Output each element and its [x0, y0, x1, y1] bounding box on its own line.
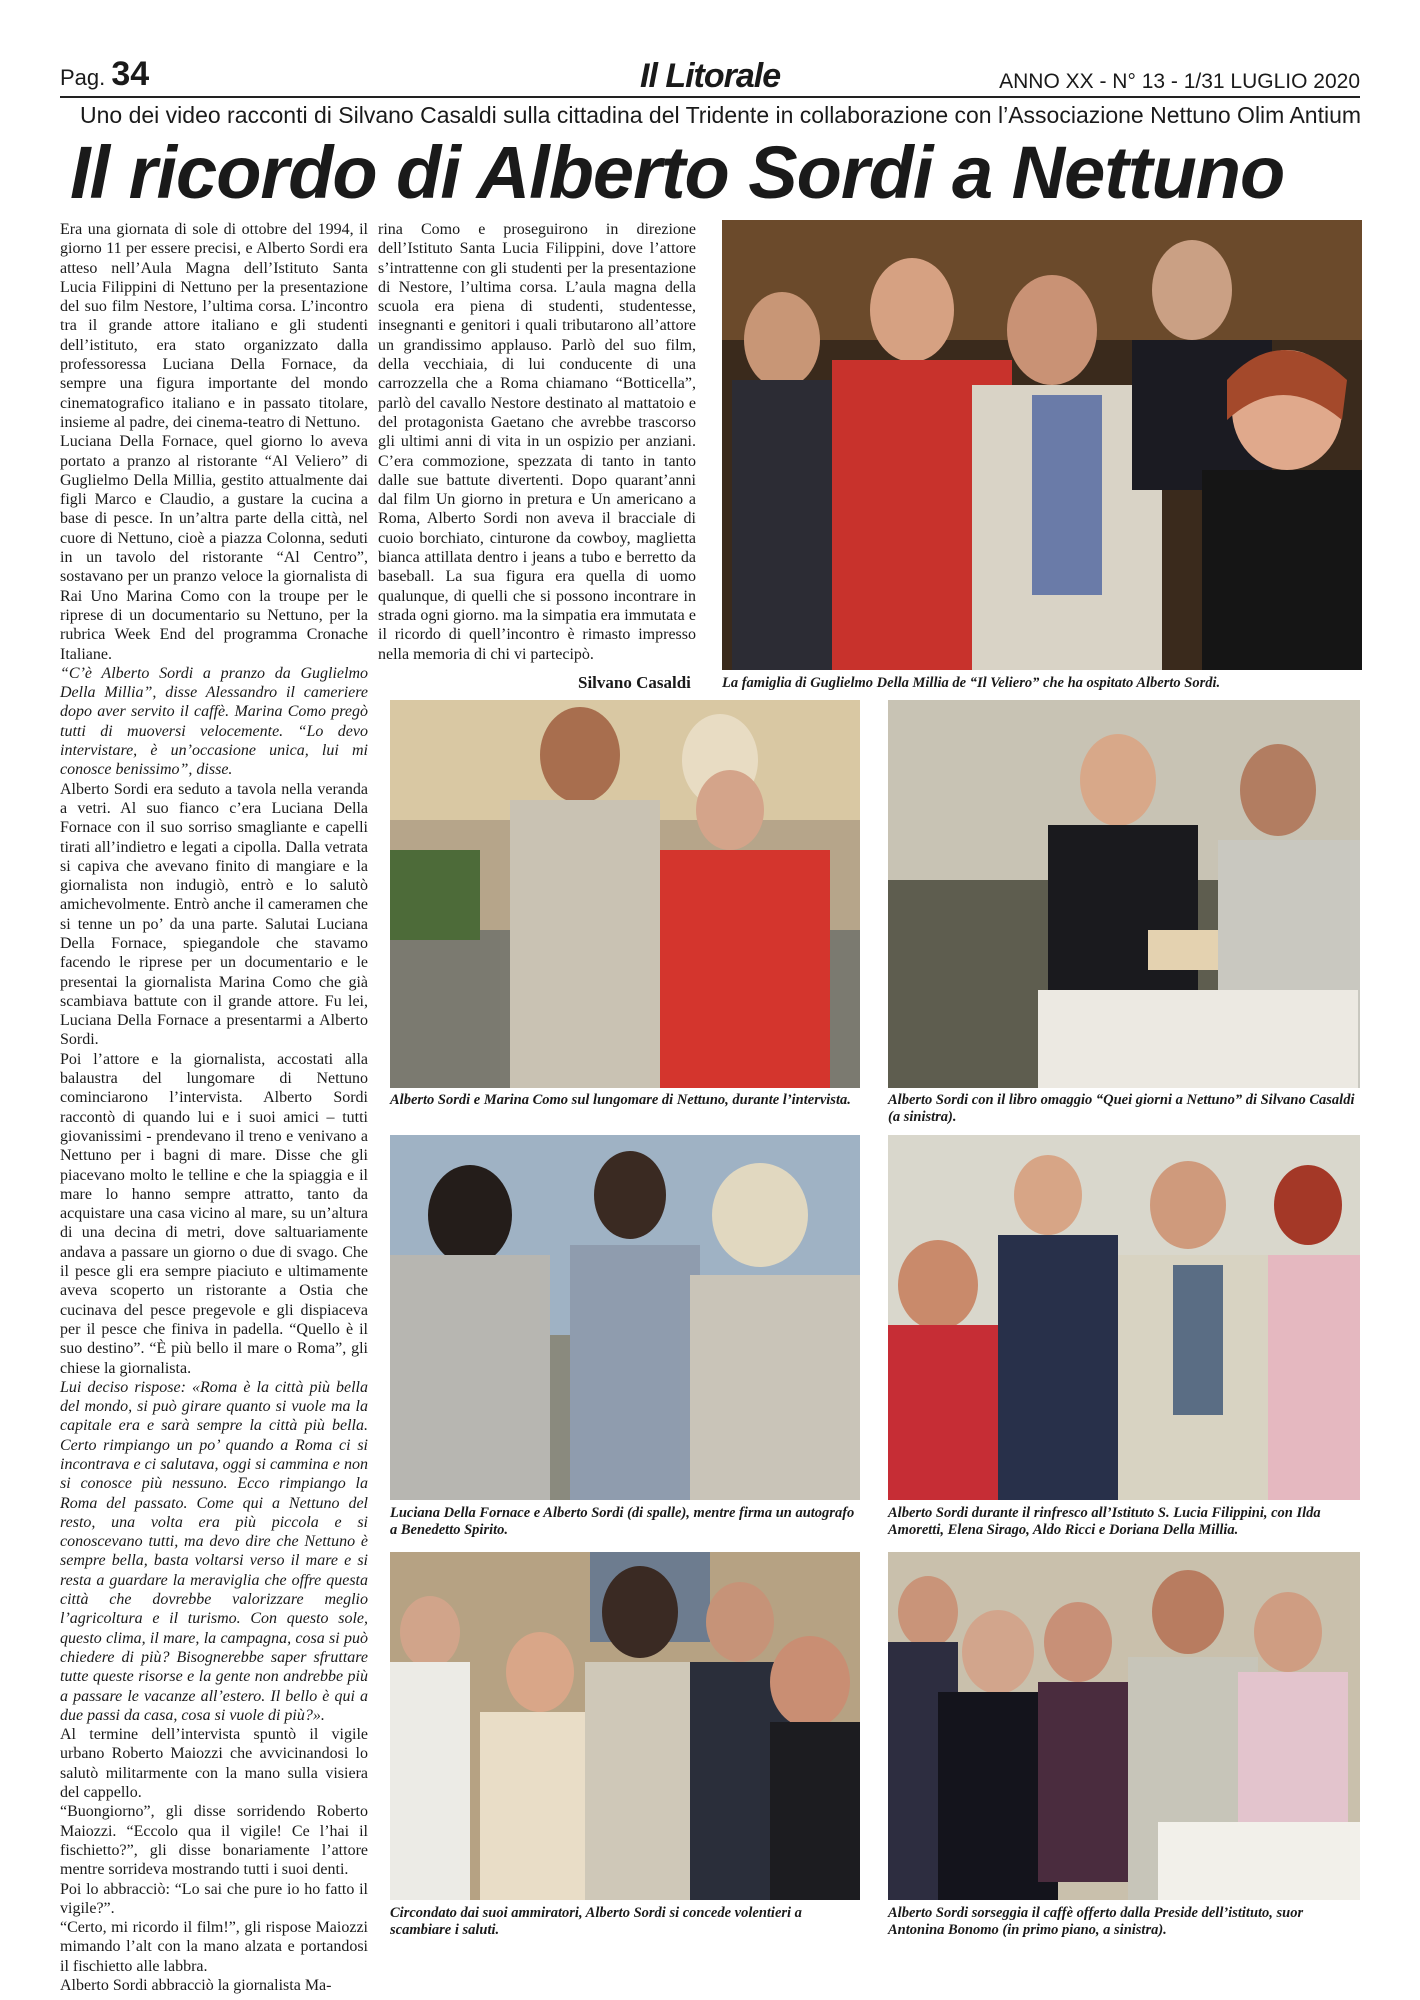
photo-family: [722, 220, 1362, 670]
photo-saluti: [390, 1552, 860, 1900]
page-number-value: 34: [111, 55, 150, 93]
kicker: Uno dei video racconti di Silvano Casaldi sulla cittadina del Tridente in collaborazione con l’Associazione Nettuno Olim Antium: [80, 102, 1362, 128]
author-signature: Silvano Casaldi: [578, 673, 691, 692]
issue-info: ANNO XX - N° 13 - 1/31 LUGLIO 2020: [999, 70, 1360, 93]
paragraph: rina Como e proseguirono in direzione dell’Istituto Santa Lucia Filippini, dove l’attore s’intrattenne con gli studenti per la presentazione di Nestore, l’ultima corsa. L’aula magna della scuola era piena di studenti, studentesse, insegnanti e genitori i quali tributarono all’attore un grandissimo applauso. Parlò del suo film, della vecchiaia, di lui conducente di una carrozzella che a Roma chiamano “Botticella”, parlò del cavallo Nestore destinato al mattatoio e del protagonista Gaetano che avrebbe trascorso gli ultimi anni di vita in un ospizio per anziani. C’era commozione, spezzata di tanto in tanto dalle sue battute divertenti. Dopo quarant’anni dal film Un giorno in pretura e Un americano a Roma, Alberto Sordi non aveva il bracciale di cuoio borchiato, cinturone da cowboy, maglietta bianca attillata dentro i jeans a tubo e berretto da baseball. La sua figura era quella di uomo qualunque, di quelli che si possono incontrare in strada ogni giorno. ma la simpatia era immutata e il ricordo di quell’incontro è rimasto impresso nella memoria di chi vi partecipò.: [378, 221, 696, 663]
photo-lungomare: [390, 700, 860, 1088]
paragraph: Luciana Della Fornace, quel giorno lo aveva portato a pranzo al ristorante “Al Veliero” di Guglielmo Della Millia, gestito attualmente dai figli Marco e Claudio, a gustare la cucina a base di pesce. In un’altra parte della città, nel cuore di Nettuno, cioè a piazza Colonna, seduti in un tavolo del ristorante “Al Centro”, sostavano per un pranzo veloce la giornalista di Rai Uno Marina Como con la troupe per le riprese di un documentario su Nettuno, per la rubrica Week End del programma Cronache Italiane.: [60, 433, 368, 663]
paragraph: Poi l’attore e la giornalista, accostati alla balaustra del lungomare di Nettuno cominciarono l’intervista. Alberto Sordi raccontò di quando lui e i suoi amici – tutti giovanissimi - prendevano il treno e venivano a Nettuno per i bagni di mare. Disse che gli piacevano molto le telline e che la spiaggia e il mare lo hanno sempre attratto, tanto da acquistare una casa vicino al mare, su un’altura di una decina di metri, dove saltuariamente andava a passare un giorno o due di svago. Che il pesce gli era sempre piaciuto e ultimamente aveva scoperto un ristorante a Ostia che cucinava del pesce pregevole e gli dispiaceva per il pesce che finiva in padella. “Quello è il suo destino”. “È più bello il mare o Roma”, gli chiese la giornalista.: [60, 1050, 368, 1377]
paragraph: “C’è Alberto Sordi a pranzo da Guglielmo Della Millia”, disse Alessandro il cameriere dopo aver servito il caffè. Marina Como pregò tutti di muoversi velocemente. “Lo devo intervistare, è un’occasione unica, lui mi conosce benissimo”, disse.: [60, 664, 368, 779]
caption-saluti: Circondato dai suoi ammiratori, Alberto Sordi si concede volentieri a scambiare i saluti.: [390, 1905, 802, 1938]
paragraph: Alberto Sordi abbracciò la giornalista Ma-: [60, 1977, 332, 1995]
photo-caffe: [888, 1552, 1360, 1900]
caption-caffe: Alberto Sordi sorseggia il caffè offerto dalla Preside dell’istituto, suor Antonina Bonomo (in primo piano, a sinistra).: [888, 1905, 1304, 1938]
page-number: [60, 55, 149, 94]
caption-rinfresco: Alberto Sordi durante il rinfresco all’Istituto S. Lucia Filippini, con Ilda Amoretti, Elena Sirago, Aldo Ricci e Doriana Della Millia.: [888, 1505, 1321, 1538]
headline: Il ricordo di Alberto Sordi a Nettuno: [70, 131, 1285, 214]
article-column-2: [378, 220, 696, 690]
caption-family: La famiglia di Guglielmo Della Millia de “Il Veliero” che ha ospitato Alberto Sordi.: [722, 675, 1221, 691]
paragraph: Al termine dell’intervista spuntò il vigile urbano Roberto Maiozzi che avvicinandosi lo salutò militarmente con la mano sulla visiera del cappello.: [60, 1726, 368, 1802]
caption-autografo: Luciana Della Fornace e Alberto Sordi (di spalle), mentre firma un autografo a Benedetto Spirito.: [390, 1505, 855, 1538]
paragraph: Poi lo abbracciò: “Lo sai che pure io ho fatto il vigile?”.: [60, 1880, 368, 1917]
page-label: Pag.: [60, 65, 106, 90]
paragraph: “Certo, mi ricordo il film!”, gli rispose Maiozzi mimando l’alt con la mano alzata e portandosi il fischietto alle labbra.: [60, 1919, 368, 1975]
article-column-1: [60, 220, 368, 1995]
photo-rinfresco: [888, 1135, 1360, 1500]
masthead: Il Litorale: [640, 57, 781, 95]
paragraph: Alberto Sordi era seduto a tavola nella veranda a vetri. Al suo fianco c’era Luciana Della Fornace con il suo sorriso smagliante e capelli tirati all’indietro e legati a cipolla. Dalla vetrata si capiva che avevano finito di mangiare e la giornalista non indugiò, entrò e lo salutò amichevolmente. Entrò anche il cameramen che si tenne un po’ da una parte. Salutai Luciana Della Fornace, spiegandole che stavamo facendo le riprese per un documentario e le presentai la giornalista Marina Como che già scambiava battute con il grande attore. Fu lei, Luciana Della Fornace a presentarmi a Alberto Sordi.: [60, 780, 368, 1049]
page-header: [60, 55, 1360, 98]
paragraph: Era una giornata di sole di ottobre del 1994, il giorno 11 per essere precisi, e Alberto Sordi era atteso nell’Aula Magna dell’Istituto Santa Lucia Filippini di Nettuno per la presentazione del suo film Nestore, l’ultima corsa. L’incontro tra il grande attore italiano e gli studenti dell’istituto, era stato organizzato dalla professoressa Luciana Della Fornace, da sempre una figura importante del mondo cinematografico italiano e in passato titolare, insieme al padre, dei cinema-teatro di Nettuno.: [60, 221, 368, 431]
paragraph: “Buongiorno”, gli disse sorridendo Roberto Maiozzi. “Eccolo qua il vigile! Ce l’hai il fischietto?”, gli disse bonariamente l’attore mentre sorrideva mostrando tutti i suoi denti.: [60, 1803, 368, 1879]
photo-autografo: [390, 1135, 860, 1500]
photo-libro: [888, 700, 1360, 1088]
paragraph: Lui deciso rispose: «Roma è la città più bella del mondo, si può girare quanto si vuole ma la capitale era e sarà sempre la città più bella. Certo rimpiango un po’ quando a Roma ci si incontrava e ci salutava, oggi si cammina e non si conosce più nessuno. Ecco rimpiango la Roma del passato. Come qui a Nettuno del resto, una volta era più piccola e si conoscevano tutti, ma devo dire che Nettuno è sempre bella, basta voltarsi verso il mare e si resta a guardare la meraviglia che offre questa città che dovrebbe valorizzare meglio l’agricoltura e il turismo. Con questo sole, questo clima, il mare, la campagna, cosa si può chiedere di più? Bisognerebbe saper sfruttare tutte queste risorse e la gente non andrebbe più a passare le vacanze all’estero. Il bello è qui a due passi da casa, cosa si vuole di più?».: [60, 1378, 368, 1724]
caption-libro: Alberto Sordi con il libro omaggio “Quei giorni a Nettuno” di Silvano Casaldi (a sinistra).: [888, 1092, 1355, 1125]
caption-lungomare: Alberto Sordi e Marina Como sul lungomare di Nettuno, durante l’intervista.: [390, 1092, 851, 1108]
